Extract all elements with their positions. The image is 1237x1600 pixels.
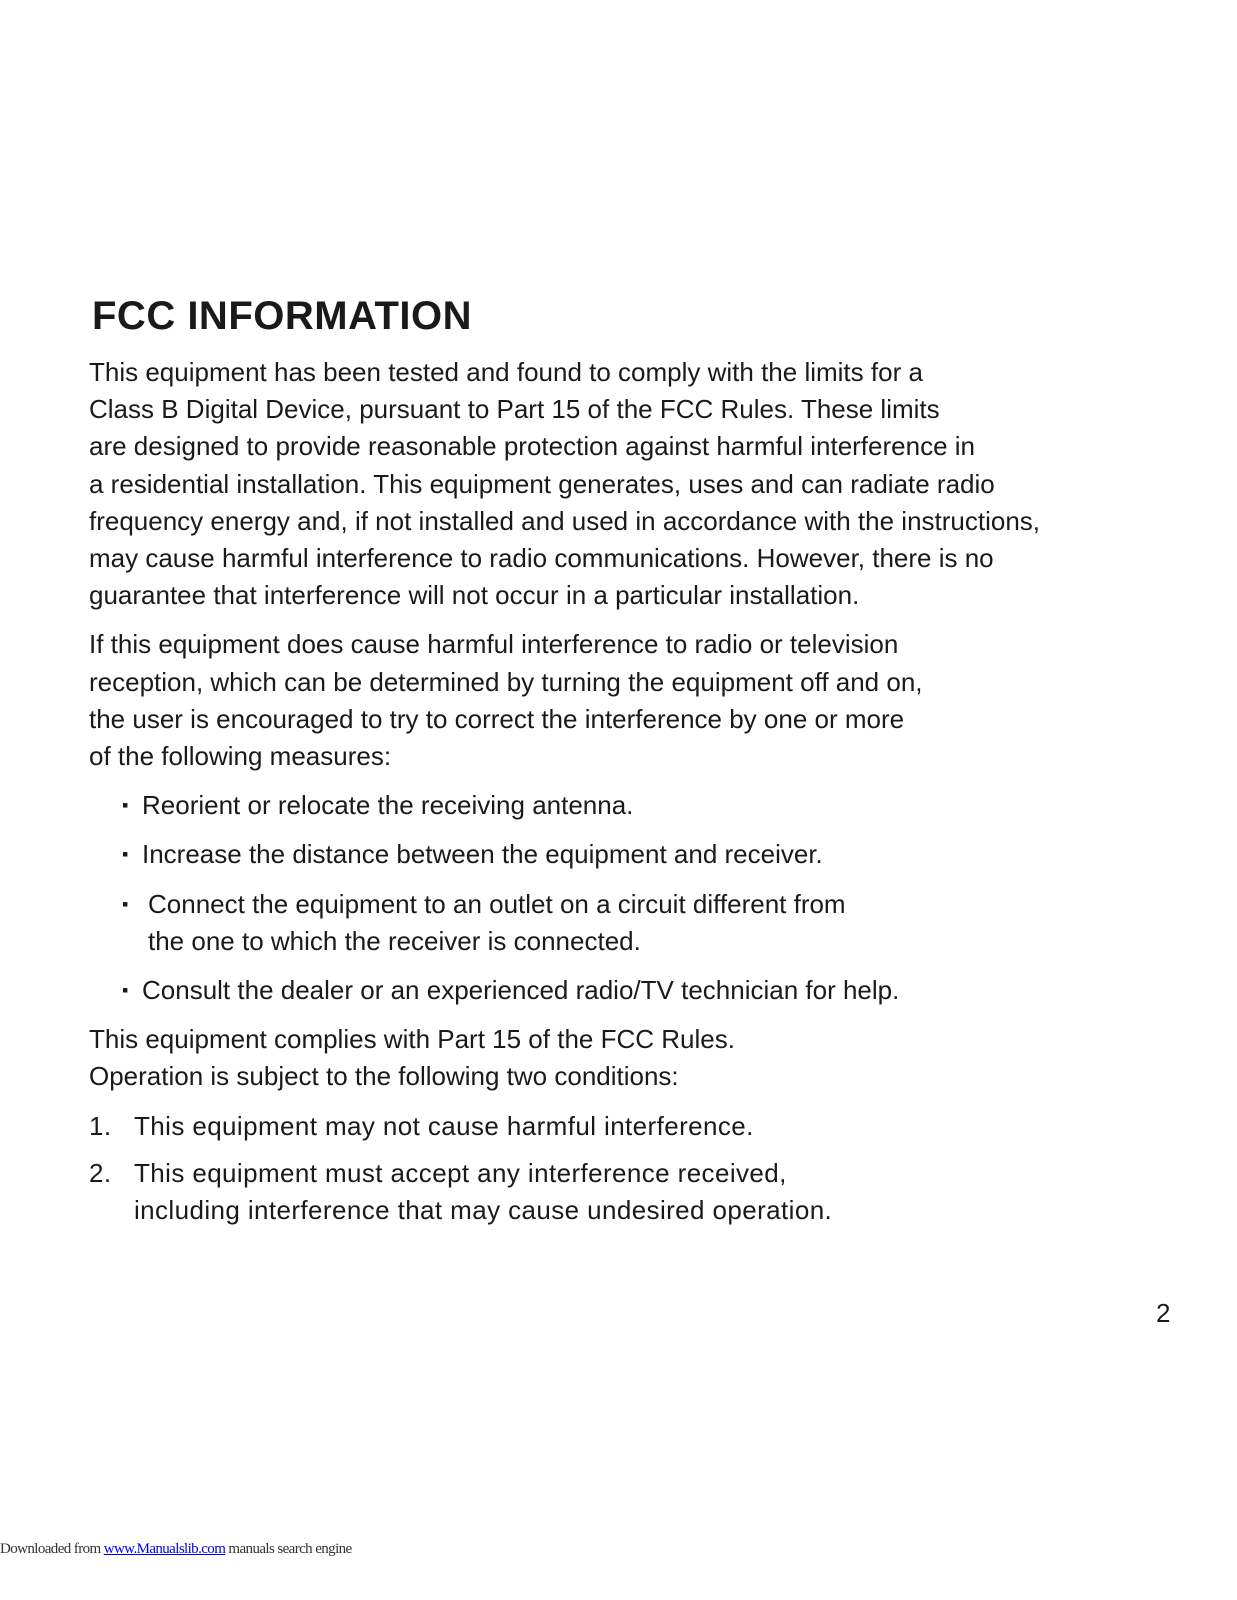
measure-text: Connect the equipment to an outlet on a circuit different from the one to which the receiver is connected. — [148, 888, 846, 956]
bullet-icon: ▪ — [122, 844, 129, 865]
download-footer — [0, 1541, 352, 1558]
condition-number: 2. — [89, 1157, 112, 1188]
footer-suffix: manuals search engine — [225, 1541, 352, 1557]
measures-list — [92, 787, 1102, 1009]
bullet-icon: ▪ — [122, 795, 129, 816]
interference-paragraph: If this equipment does cause harmful interference to radio or television reception, which can be determined by turning the equipment off and on, the user is encouraged to try to correct the interference by one or more of the following measures: — [89, 629, 923, 772]
list-item — [89, 1108, 1102, 1145]
page-content — [89, 292, 1102, 1239]
measure-text: Increase the distance between the equipment and receiver. — [142, 839, 823, 870]
footer-prefix: Downloaded from — [0, 1541, 104, 1557]
manualslib-link[interactable]: www.Manualslib.com — [103, 1541, 226, 1557]
bullet-icon: ▪ — [122, 893, 129, 914]
measure-text: Consult the dealer or an experienced radio/TV technician for help. — [142, 975, 900, 1006]
page-number: 2 — [1156, 1298, 1171, 1328]
measure-text: Reorient or relocate the receiving antenna. — [142, 790, 634, 821]
conditions-list — [89, 1108, 1102, 1230]
compliance-paragraph: This equipment complies with Part 15 of the FCC Rules. Operation is subject to the following two conditions: — [89, 1024, 735, 1092]
page-title: FCC INFORMATION — [92, 294, 473, 338]
condition-text: This equipment may not cause harmful interference. — [134, 1110, 754, 1141]
condition-number: 1. — [89, 1110, 112, 1141]
list-item — [122, 787, 1102, 824]
list-item — [122, 836, 1102, 873]
condition-text: This equipment must accept any interference received, including interference that may cause undesired operation. — [134, 1157, 833, 1226]
intro-paragraph: This equipment has been tested and found to comply with the limits for a Class B Digital Device, pursuant to Part 15 of the FCC Rules. These limits are designed to provide reasonable protection against harmful interference in a residential installation. This equipment generates, uses and can radiate radio frequency energy and, if not installed and used in accordance with the instructions, may cause harmful interference to radio communications. However, there is no guarantee that interference will not occur in a particular installation. — [89, 357, 1041, 611]
bullet-icon: ▪ — [122, 980, 129, 1001]
list-item — [122, 886, 1102, 960]
list-item — [122, 972, 1102, 1009]
list-item — [89, 1155, 1102, 1229]
